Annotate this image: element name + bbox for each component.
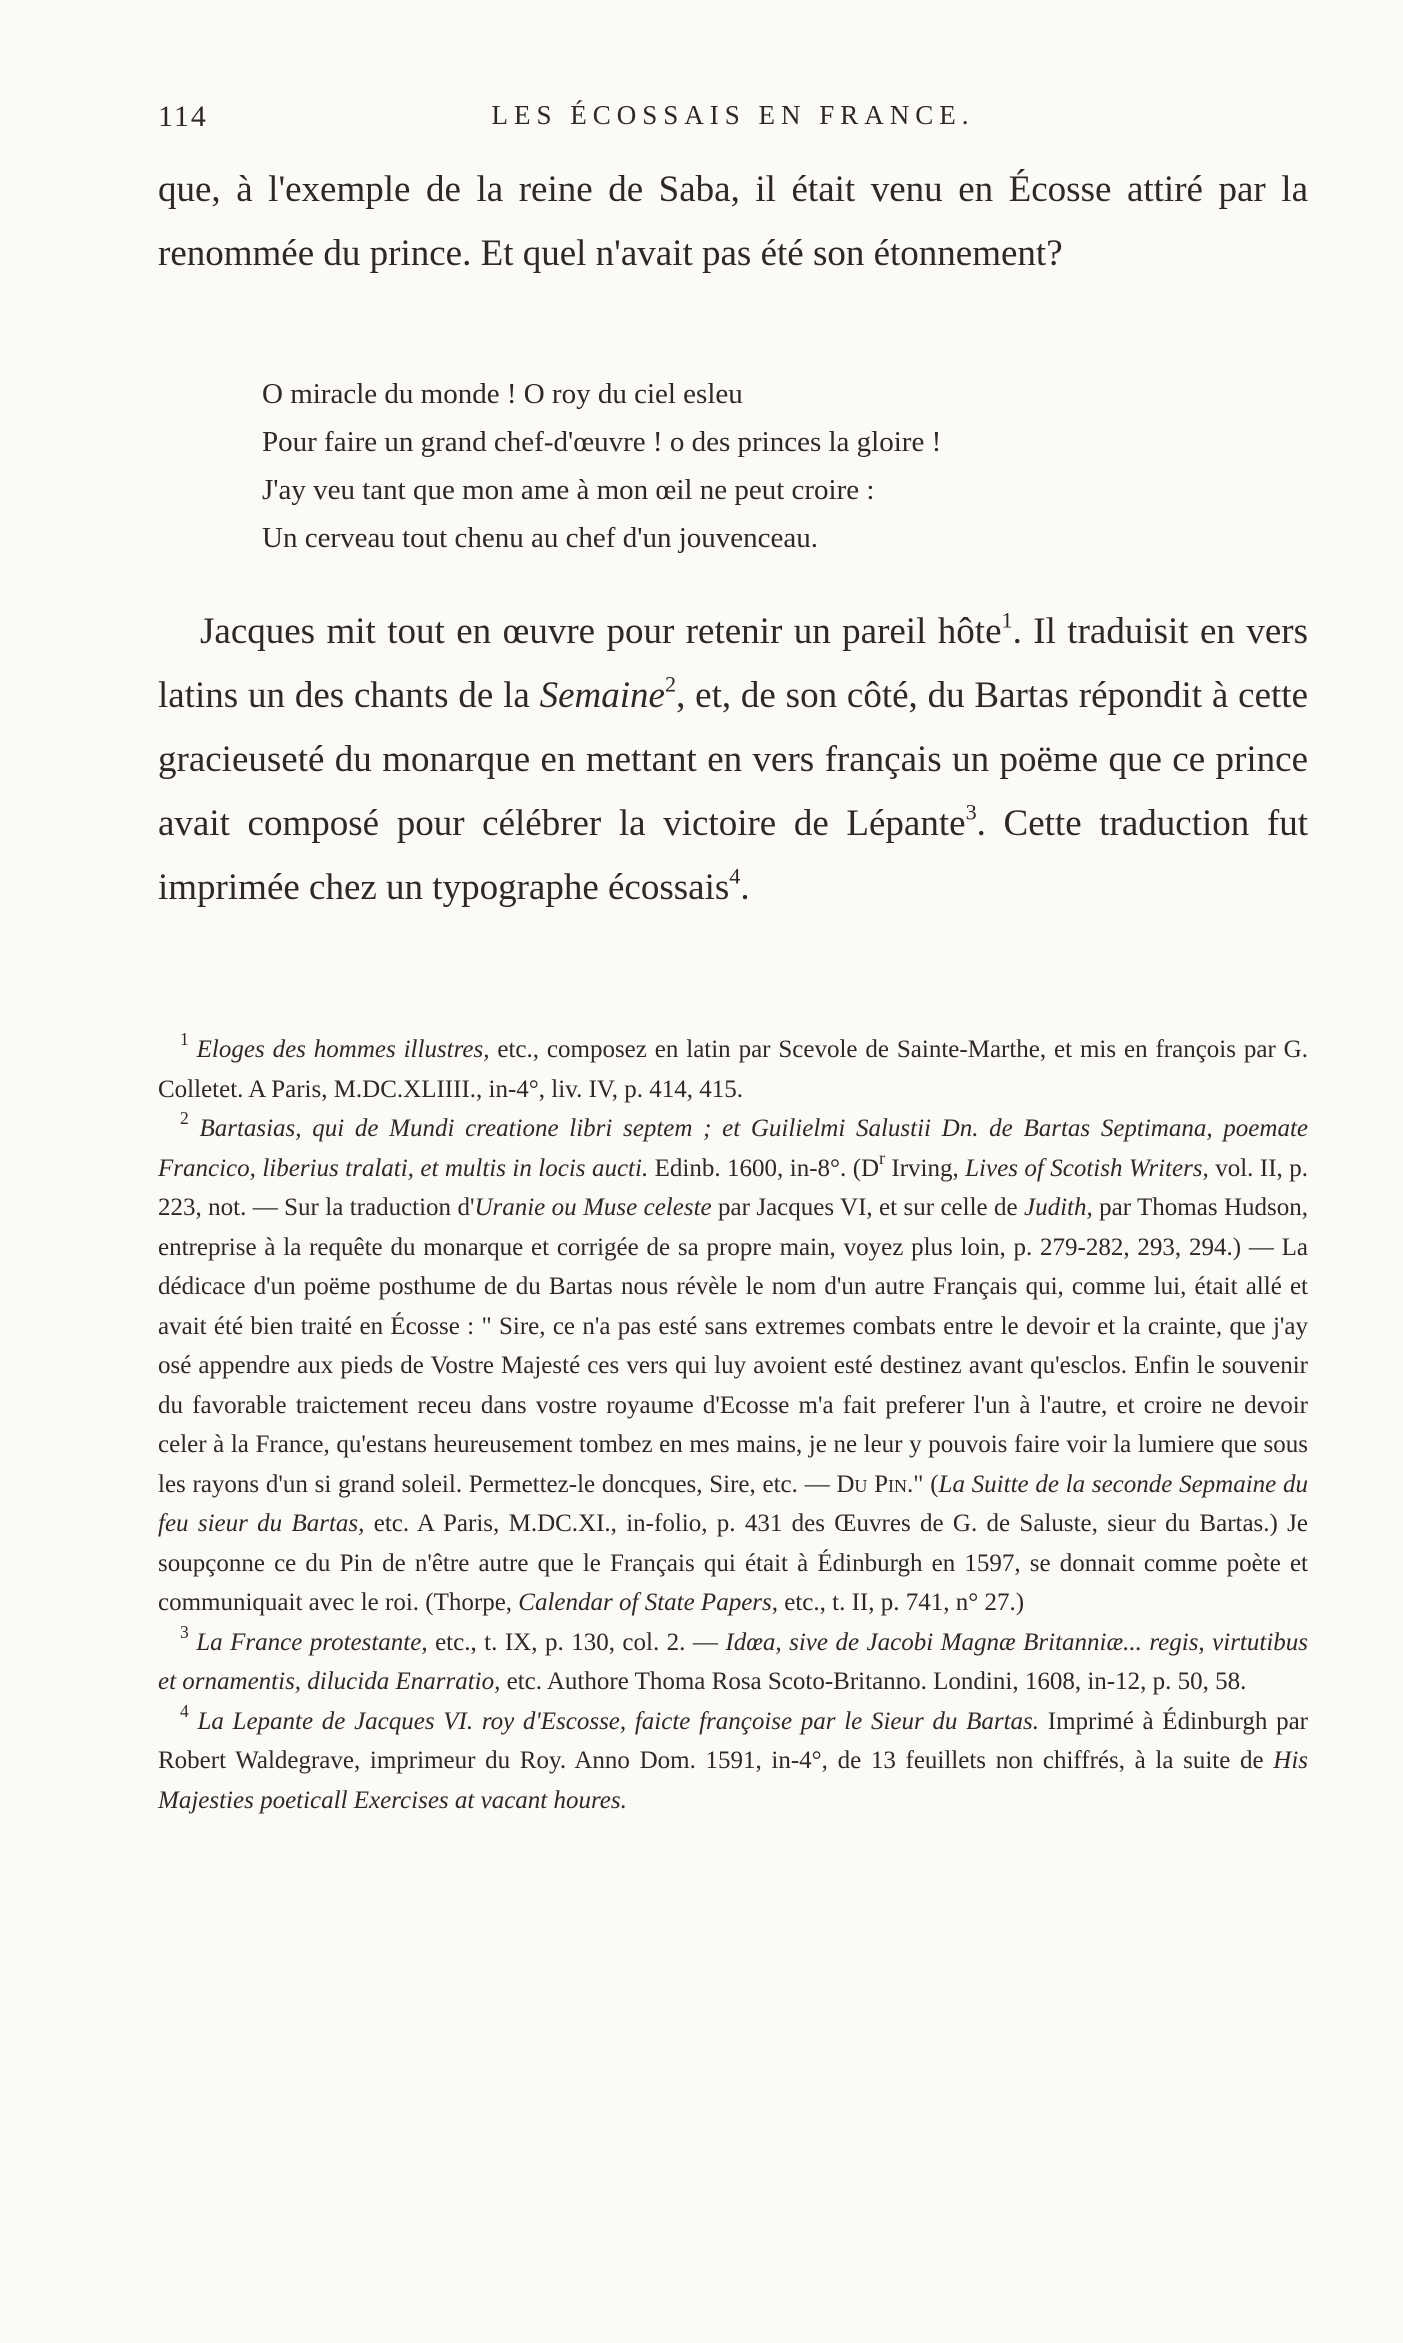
text-run: Irving, [884,1154,966,1182]
footnote-4 [158,1702,1308,1821]
superscript: r [879,1147,885,1168]
text-run: vol. II, p. 223, not. — Sur la traduction d' [158,1154,1308,1221]
text-run: par Jacques VI, et sur celle de [711,1194,1025,1221]
paragraph-jacques [158,600,1308,920]
page-number: 114 [158,100,208,133]
text-run: Imprimé à Édinburgh par Robert Waldegrave, imprimeur du Roy. Anno Dom. 1591, in-4°, de 13 feuillets non chiffrés, à la suite de [158,1707,1309,1774]
italic-run: His Majesties poeticall Exercises at vacant houres. [158,1747,1308,1814]
text-run: Edinb. 1600, in-8°. (D [648,1154,880,1182]
italic-run: Uranie ou Muse celeste [474,1194,712,1221]
text-run: etc., t. II, p. 741, n° 27.) [778,1589,1025,1616]
footnote-2 [158,1109,1308,1623]
footnote-number: 3 [180,1621,189,1642]
footnote-1 [158,1030,1308,1109]
text-run: Jacques mit tout en œuvre pour retenir un pareil hôte [200,611,1002,652]
small-caps-run: Du Pin [836,1470,908,1498]
page-header [158,100,1308,140]
italic-run: La France protestante, [196,1628,428,1656]
footnote-number: 2 [180,1107,189,1128]
text-run: par Thomas Hudson, entreprise à la requête du monarque et corrigée de sa propre main, voyez plus loin, p. 279-282, 293, 294.) — La dédicace d'un poëme posthume de du Bartas nous révèle le nom d'un autre Français qui, comme lui, était allé et avait été bien traité en Écosse : " Sire, ce n'a pas esté sans extremes combats entre le devoir et la crainte, que j'ay osé appendre aux pieds de Vostre Majesté ces vers qui luy avoient esté destinez avant qu'esclos. Enfin le souvenir du favorable traictement receu dans vostre royaume d'Ecosse m'a fait preferer l'un à l'autre, et croire ne devoir celer à la France, qu'estans heureusement tombez en mes mains, je ne leur y pouvois faire voir la lumiere que sous les rayons d'un si grand soleil. Permettez-le doncques, Sire, etc. — [158,1194,1308,1498]
verse-line: O miracle du monde ! O roy du ciel esleu [262,378,743,410]
text-run: etc., composez en latin par Scevole de Sainte-Marthe, et mis en françois par G. Colletet. A Paris, M.DC.XLIIII., in-4°, liv. IV, p. 414, 415. [158,1036,1308,1103]
italic-run: Bartasias, qui de Mundi creatione libri septem ; et Guilielmi Salustii Dn. de Bartas Septimana, poemate Francico, liberius tralati, et multis in locis aucti. [158,1115,1308,1182]
footnotes [158,1030,1308,1820]
italic-run: Idœa, sive de Jacobi Magnæ Britanniæ... regis, virtutibus et ornamentis, dilucida Enarratio, [158,1628,1308,1695]
footnote-ref: 3 [965,799,977,825]
footnote-ref: 2 [664,671,677,697]
verse-line: Pour faire un grand chef-d'œuvre ! o des princes la gloire ! [262,426,942,458]
footnote-ref: 1 [1001,607,1013,633]
text-run: etc., t. IX, p. 130, col. 2. — [427,1628,726,1656]
footnote-number: 1 [180,1028,189,1049]
italic-run: Judith, [1024,1194,1093,1221]
italic-run: La Lepante de Jacques VI. roy d'Escosse, faicte françoise par le Sieur du Bartas. [197,1707,1040,1735]
italic-run: La Suitte de la seconde Sepmaine du feu sieur du Bartas, [158,1470,1309,1537]
verse-quote [262,370,941,562]
paragraph-continued: que, à l'exemple de la reine de Saba, il était venu en Écosse attiré par la renommée du prince. Et quel n'avait pas été son étonnement? [158,169,1308,274]
verse-line: J'ay veu tant que mon ame à mon œil ne peut croire : [262,474,875,506]
italic-run: Eloges des hommes illustres, [196,1036,490,1063]
running-title: LES ÉCOSSAIS EN FRANCE. [491,100,975,130]
text-run: , et, de son côté, du Bartas répondit à cette gracieuseté du monarque en mettant en vers français un poëme que ce prince avait composé pour célébrer la victoire de Lépante [158,675,1308,844]
footnote-number: 4 [180,1700,189,1721]
text-run: . Cette traduction fut imprimée chez un typographe écossais [158,803,1308,908]
footnote-ref: 4 [729,863,741,889]
text-run: ." ( [907,1470,939,1498]
verse-line: Un cerveau tout chenu au chef d'un jouvenceau. [262,522,818,554]
text-run: etc. Authore Thoma Rosa Scoto-Britanno. Londini, 1608, in-12, p. 50, 58. [500,1668,1247,1695]
footnote-3 [158,1623,1308,1702]
text-run: . [740,867,750,908]
title-semaine: Semaine [539,675,665,716]
text-run: etc. A Paris, M.DC.XI., in-folio, p. 431 des Œuvres de G. de Saluste, sieur du Bartas.) Je soupçonne ce du Pin de n'être autre que le Français qui était à Édinburgh en 1597, se donnait comme poète et communiquait avec le roi. (Thorpe, [158,1510,1308,1616]
italic-run: Lives of Scotish Writers, [965,1154,1209,1182]
italic-run: Calendar of State Papers, [518,1589,779,1616]
text-run: . Il traduisit en vers latins un des chants de la [158,611,1308,716]
